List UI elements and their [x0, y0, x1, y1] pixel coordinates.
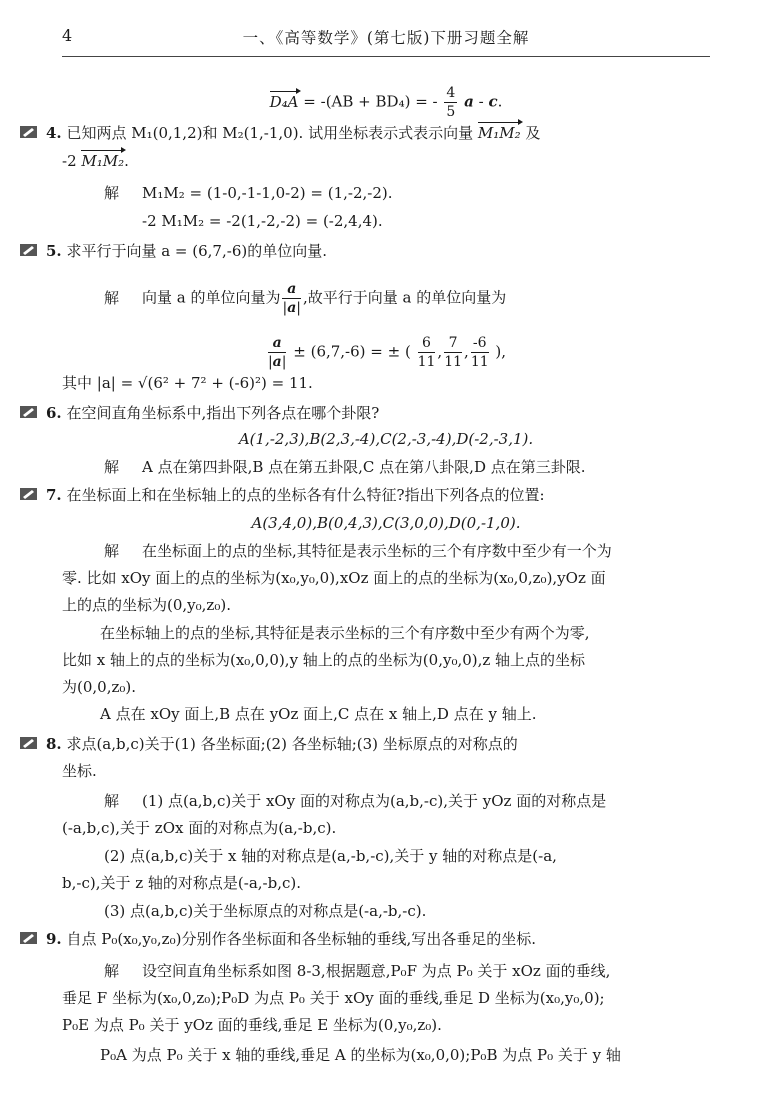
q8-answer-2: (2) 点(a,b,c)关于 x 轴的对称点是(a,-b,-c),关于 y 轴的对称点是(-a, — [104, 847, 557, 865]
page-header — [62, 26, 710, 57]
pencil-icon — [20, 405, 38, 419]
q5-formula: $\frac{a}{|a|}$ ± (6,7,-6) = ± ( $\frac{6}{11}$ , $\frac{7}{11}$ , $\frac{-6}{11}$ ), — [267, 335, 507, 370]
question-9: 9. 自点 P₀(x₀,y₀,z₀)分别作各坐标面和各坐标轴的垂线,写出各垂足的坐标. — [20, 928, 536, 950]
question-5: 5. 求平行于向量 a = (6,7,-6)的单位向量. — [20, 240, 327, 262]
top-formula: D₄A = -(AB + BD₄) = - $\frac{4}{5}$ a - c. — [269, 85, 503, 120]
question-7: 7. 在坐标面上和在坐标轴上的点的坐标各有什么特征?指出下列各点的位置: — [20, 484, 545, 506]
q4-answer-1: 解 M₁M₂ = (1-0,-1-1,0-2) = (1,-2,-2). — [104, 184, 393, 202]
q8-answer-1: 解 (1) 点(a,b,c)关于 xOy 面的对称点为(a,b,-c),关于 yOz 面的对称点是 — [104, 792, 607, 810]
q9-answer-1: 解 设空间直角坐标系如图 8-3,根据题意,P₀F 为点 P₀ 关于 xOz 面的垂线, — [104, 962, 611, 980]
q5-answer-3: 其中 |a| = √(6² + 7² + (-6)²) = 11. — [62, 374, 313, 392]
pencil-icon — [20, 487, 38, 501]
question-8: 8. 求点(a,b,c)关于(1) 各坐标面;(2) 各坐标轴;(3) 坐标原点的对称点的 — [20, 733, 518, 755]
pencil-icon — [20, 931, 38, 945]
question-6: 6. 在空间直角坐标系中,指出下列各点在哪个卦限? — [20, 402, 379, 424]
q7-answer-line-1: 解 在坐标面上的点的坐标,其特征是表示坐标的三个有序数中至少有一个为 — [104, 542, 612, 560]
q6-answer: 解 A 点在第四卦限,B 点在第五卦限,C 点在第八卦限,D 点在第三卦限. — [104, 458, 586, 476]
pencil-icon — [20, 125, 38, 139]
q7-points: A(3,4,0),B(0,4,3),C(3,0,0),D(0,-1,0). — [251, 514, 521, 532]
page-number: 4 — [62, 26, 73, 45]
question-4: 4. 已知两点 M₁(0,1,2)和 M₂(1,-1,0). 试用坐标表示式表示向量 M₁M₂ 及 — [20, 122, 540, 144]
running-title: 一、《高等数学》(第七版)下册习题全解 — [242, 29, 530, 47]
q4-answer-2: -2 M₁M₂ = -2(1,-2,-2) = (-2,4,4). — [142, 212, 383, 230]
q5-answer-1: 解 向量 a 的单位向量为 $\frac{a}{|a|}$ ,故平行于向量 a 的单位向量为 — [104, 281, 507, 316]
q8-answer-3: (3) 点(a,b,c)关于坐标原点的对称点是(-a,-b,-c). — [104, 902, 427, 920]
q6-points: A(1,-2,3),B(2,3,-4),C(2,-3,-4),D(-2,-3,1). — [238, 430, 534, 448]
pencil-icon — [20, 736, 38, 750]
pencil-icon — [20, 243, 38, 257]
